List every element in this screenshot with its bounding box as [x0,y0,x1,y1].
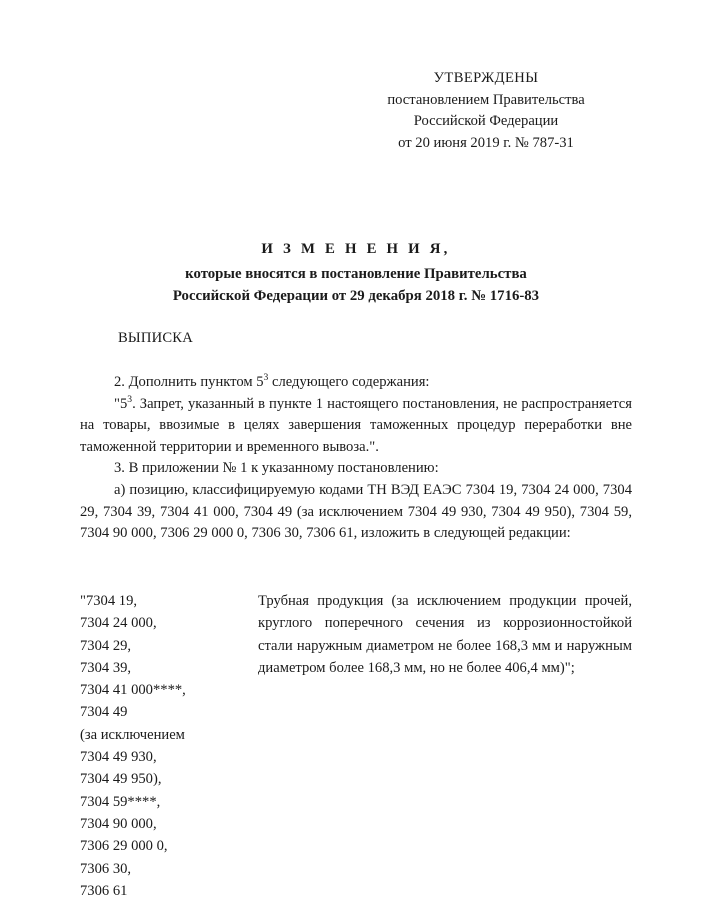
code-line: 7304 24 000, [80,615,157,632]
paragraph-2-quote-text-after: . Запрет, указанный в пункте 1 настоящего постановления, не распространяется на товары, ввозимые в целях завершения таможенных процедур переработки вне таможенной территории и временного вывоза.". [80,395,632,455]
paragraph-2-quote-superscript: 3 [127,393,133,405]
code-line: 7304 41 000****, [80,682,186,699]
approval-line-2: постановлением Правительства [387,91,585,108]
paragraph-2-quote [80,394,632,459]
extract-label: ВЫПИСКА [118,330,193,346]
table-row [80,590,632,902]
paragraph-2-quote-text-before: "5 [114,395,128,412]
code-line: 7304 49 [80,704,128,721]
document-title-sub-line-2: Российской Федерации от 29 декабря 2018 г. № 1716-83 [172,288,540,304]
document-title-block [79,238,633,308]
code-line: "7304 19, [80,593,138,609]
document-title-sub-line-1: которые вносятся в постановление Правительства [185,265,527,282]
approval-line-3: Российской Федерации [413,113,559,129]
table-cell-description: Трубная продукция (за исключением продукции прочей, круглого поперечного сечения из коррозионностойкой стали наружным диаметром не более 168,3 мм и наружным диаметром более 168,3 мм, но не более 406,4 мм)"; [258,593,632,676]
code-line: 7304 29, [80,637,132,654]
code-line: 7306 61 [80,882,128,899]
code-line: 7306 30, [80,860,132,877]
code-line: 7304 59****, [80,793,161,810]
code-description-table [80,590,632,902]
paragraph-2-intro-text-before: 2. Дополнить пунктом 5 [114,374,264,390]
code-line: 7304 90 000, [80,815,157,832]
document-title-main: И З М Е Н Е Н И Я, [261,241,451,257]
paragraph-3a-codes: а) позицию, классифицируемую кодами ТН ВЭД ЕАЭС 7304 19, 7304 24 000, 7304 29, 7304 39, 7304 41 000, 7304 49 (за исключением 7304 49 930, 7304 49 950), 7304 59, 7304 90 000, 7306 29 000 0, 7306 30, 7306 61, изложить в следующей редакции: [80,481,632,542]
paragraph-2-intro-text-after: следующего содержания: [268,374,430,390]
approval-header-block [352,68,620,154]
body-text-area [80,372,632,545]
code-line: 7306 29 000 0, [80,838,168,855]
paragraph-2-intro-superscript: 3 [263,372,269,384]
paragraph-3-intro: 3. В приложении № 1 к указанному постановлению: [114,460,439,477]
approval-line-4: от 20 июня 2019 г. № 787-31 [398,134,574,151]
code-line: (за исключением [80,726,185,743]
code-line: 7304 39, [80,659,132,676]
approval-title: УТВЕРЖДЕНЫ [433,70,539,86]
code-line: 7304 49 950), [80,771,162,788]
table-cell-codes [80,590,258,902]
paragraph-2-intro [80,372,632,394]
code-line: 7304 49 930, [80,749,157,766]
